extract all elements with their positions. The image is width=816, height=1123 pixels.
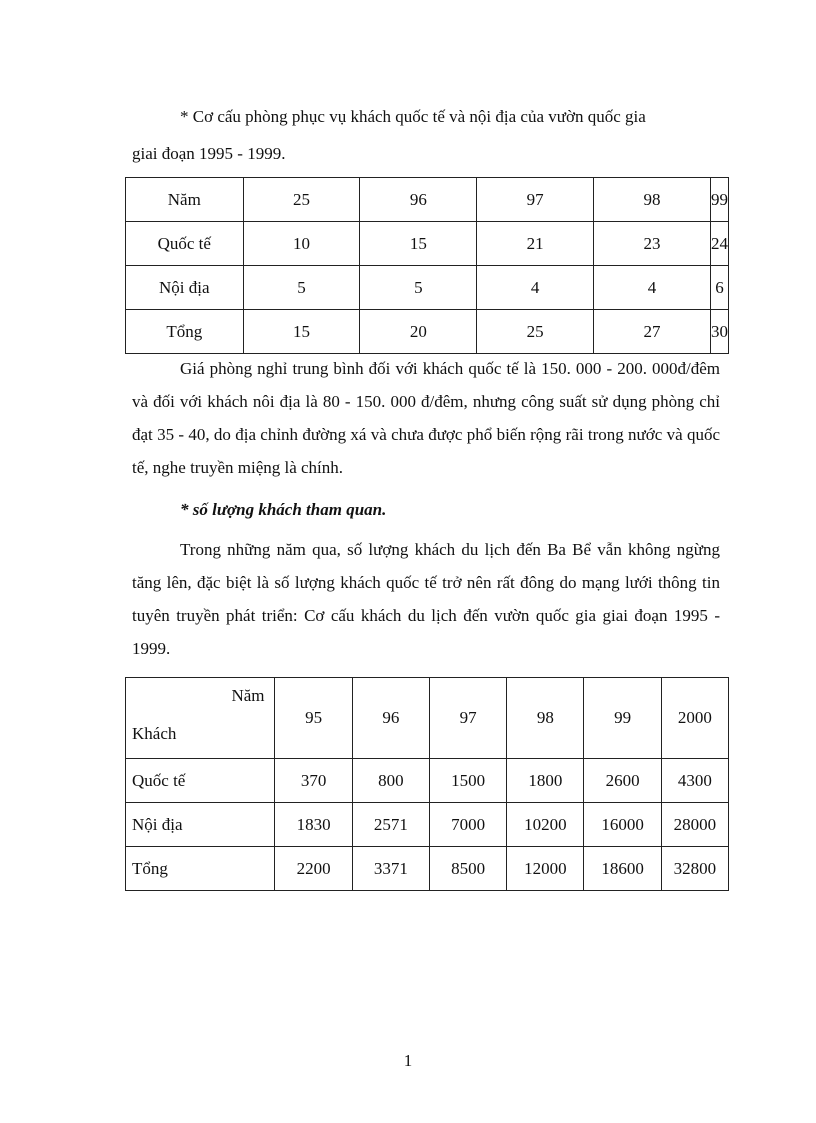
table-row [126, 759, 729, 803]
table-cell: 99 [710, 178, 728, 222]
table-cell: 97 [429, 678, 506, 759]
table-cell: 2600 [584, 759, 661, 803]
table-cell: 12000 [507, 847, 584, 891]
table-cell: 24 [710, 222, 728, 266]
table-cell: 6 [710, 266, 728, 310]
table-row [126, 803, 729, 847]
visitor-paragraph: Trong những năm qua, số lượng khách du lịch đến Ba Bể vẫn không ngừng tăng lên, đặc biệt là số lượng khách quốc tế trở nên rất đông do mạng lưới thông tin tuyên truyền phát triển: Cơ cấu khách du lịch đến vườn quốc gia giai đoạn 1995 - 1999. [132, 540, 720, 658]
table-cell: 370 [275, 759, 352, 803]
room-structure-table [125, 177, 729, 354]
table-cell: 2571 [352, 803, 429, 847]
table-cell: 25 [477, 310, 594, 354]
table-cell: Quốc tế [126, 222, 244, 266]
corner-visitor-label: Khách [132, 724, 177, 743]
intro-line-2: giai đoạn 1995 - 1999. [132, 144, 286, 163]
table-cell: 28000 [661, 803, 728, 847]
table-cell: 800 [352, 759, 429, 803]
table-cell: 8500 [429, 847, 506, 891]
table-cell: 30 [710, 310, 728, 354]
table-cell: 5 [243, 266, 360, 310]
table-row [126, 178, 729, 222]
table-cell: 2000 [661, 678, 728, 759]
table-cell: Năm [126, 178, 244, 222]
table-corner-cell [126, 678, 275, 759]
table-cell: Quốc tế [126, 759, 275, 803]
table-cell: 98 [507, 678, 584, 759]
section-heading: * số lượng khách tham quan. [180, 500, 387, 519]
table-cell: 97 [477, 178, 594, 222]
table-cell: 4 [594, 266, 711, 310]
table-cell: 1830 [275, 803, 352, 847]
table-cell: 96 [360, 178, 477, 222]
table-cell: 32800 [661, 847, 728, 891]
table-cell: 15 [360, 222, 477, 266]
table-cell: 18600 [584, 847, 661, 891]
table-row [126, 847, 729, 891]
table-cell: Tổng [126, 310, 244, 354]
visitor-structure-table [125, 677, 729, 891]
table-cell: 20 [360, 310, 477, 354]
table-cell: 10 [243, 222, 360, 266]
table-cell: 27 [594, 310, 711, 354]
table-cell: 4 [477, 266, 594, 310]
table-cell: 95 [275, 678, 352, 759]
table-cell: Tổng [126, 847, 275, 891]
table-cell: 5 [360, 266, 477, 310]
table-cell: Nội địa [126, 266, 244, 310]
intro-line-1: * Cơ cấu phòng phục vụ khách quốc tế và nội địa của vườn quốc gia [180, 107, 646, 126]
table-cell: 10200 [507, 803, 584, 847]
table-cell: 4300 [661, 759, 728, 803]
table-row [126, 310, 729, 354]
table-cell: 99 [584, 678, 661, 759]
table-row [126, 222, 729, 266]
table-cell: 7000 [429, 803, 506, 847]
corner-year-label: Năm [231, 686, 265, 705]
table-cell: 98 [594, 178, 711, 222]
page-number: 1 [403, 1051, 413, 1070]
table-cell: 1500 [429, 759, 506, 803]
table-row [126, 266, 729, 310]
table-cell: 16000 [584, 803, 661, 847]
table-cell: 2200 [275, 847, 352, 891]
table-cell: 1800 [507, 759, 584, 803]
table-cell: 21 [477, 222, 594, 266]
table-cell: 25 [243, 178, 360, 222]
room-price-paragraph: Giá phòng nghỉ trung bình đối với khách quốc tế là 150. 000 - 200. 000đ/đêm và đối với khách nôi địa là 80 - 150. 000 đ/đêm, nhưng công suất sử dụng phòng chỉ đạt 35 - 40, do địa chỉnh đường xá và chưa được phổ biến rộng rãi trong nước và quốc tế, nghe truyền miệng là chính. [132, 359, 720, 477]
table-cell: 23 [594, 222, 711, 266]
table-cell: Nội địa [126, 803, 275, 847]
table-row [126, 678, 729, 759]
table-cell: 15 [243, 310, 360, 354]
table-cell: 96 [352, 678, 429, 759]
table-cell: 3371 [352, 847, 429, 891]
